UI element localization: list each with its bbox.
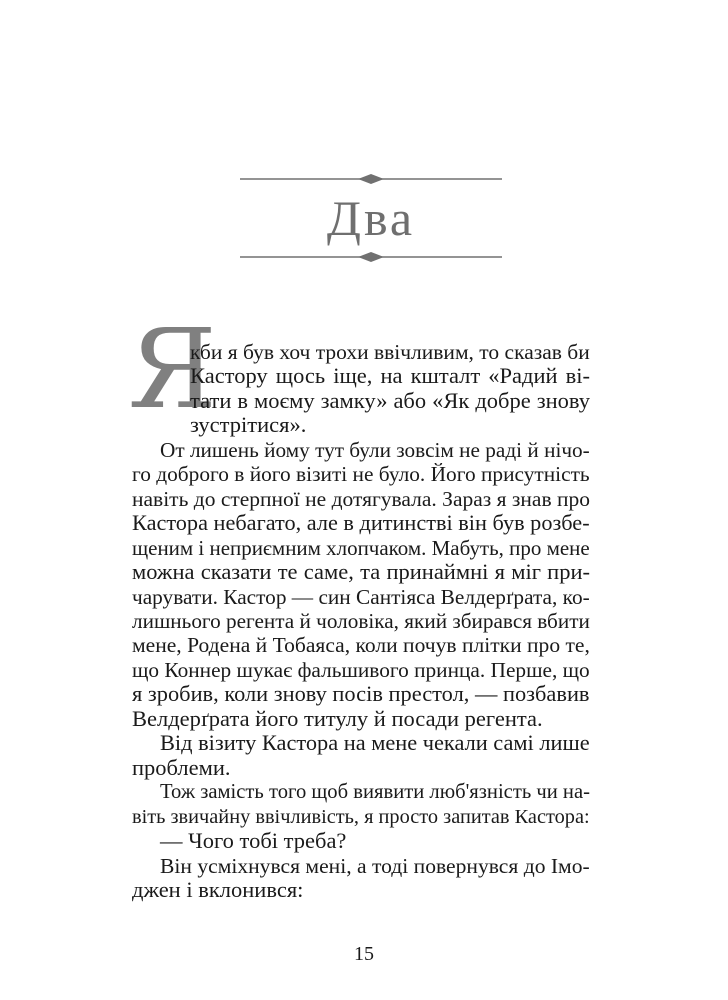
text-line: Від візиту Кастора на мене чекали самі лише [160, 730, 590, 756]
drop-cap: Я [128, 305, 217, 433]
text-line: Тож замість того щоб виявити люб'язність чи на- [160, 781, 590, 804]
text-line: — Чого тобі треба? [160, 828, 347, 854]
text-line: Він усміхнувся мені, а тоді повернувся до Імо- [160, 853, 590, 878]
text-line: кби я був хоч трохи ввічливим, то сказав би [190, 340, 590, 364]
text-line: щеним і неприємним хлопчаком. Мабуть, про мене [132, 535, 590, 560]
ornament-top [240, 172, 502, 186]
text-line: го доброго в його візиті не було. Його присутність [132, 462, 590, 487]
ornament-bottom [240, 250, 502, 264]
text-line: віть звичайну ввічливість, я просто запитав Кастора: [132, 805, 590, 828]
text-line: я зробив, коли знову посів престол, — позбавив [132, 681, 590, 707]
text-line: лишнього регента й чоловіка, який збирався вбити [132, 609, 590, 633]
text-line: тати в моєму замку» або «Як добре знову [190, 387, 590, 413]
text-line: зустрітися». [190, 412, 307, 438]
text-line: джен і вклонився: [132, 877, 304, 902]
text-line: мене, Родена й Тобаяса, коли почув плітки про те, [132, 633, 590, 658]
text-line: чарувати. Кастор — син Сантіяса Велдерґрата, ко- [132, 584, 590, 609]
text-line: навіть до стерпної не дотягувала. Зараз я знав про [132, 486, 590, 511]
text-line: проблеми. [132, 754, 231, 780]
text-line: Кастора небагато, але в дитинстві він був розбе- [132, 510, 590, 536]
text-line: що Коннер шукає фальшивого принца. Перше, що [132, 657, 590, 682]
chapter-title: Два [326, 190, 416, 246]
page-number: 15 [354, 943, 374, 965]
text-line: Велдерґрата його титулу й посади регента. [132, 705, 543, 731]
text-line: Кастору щось іще, на кшталт «Радий ві- [190, 363, 590, 389]
text-line: От лишень йому тут були зовсім не раді й нічо- [160, 437, 590, 462]
text-line: можна сказати те саме, та принаймні я міг при- [132, 559, 590, 585]
